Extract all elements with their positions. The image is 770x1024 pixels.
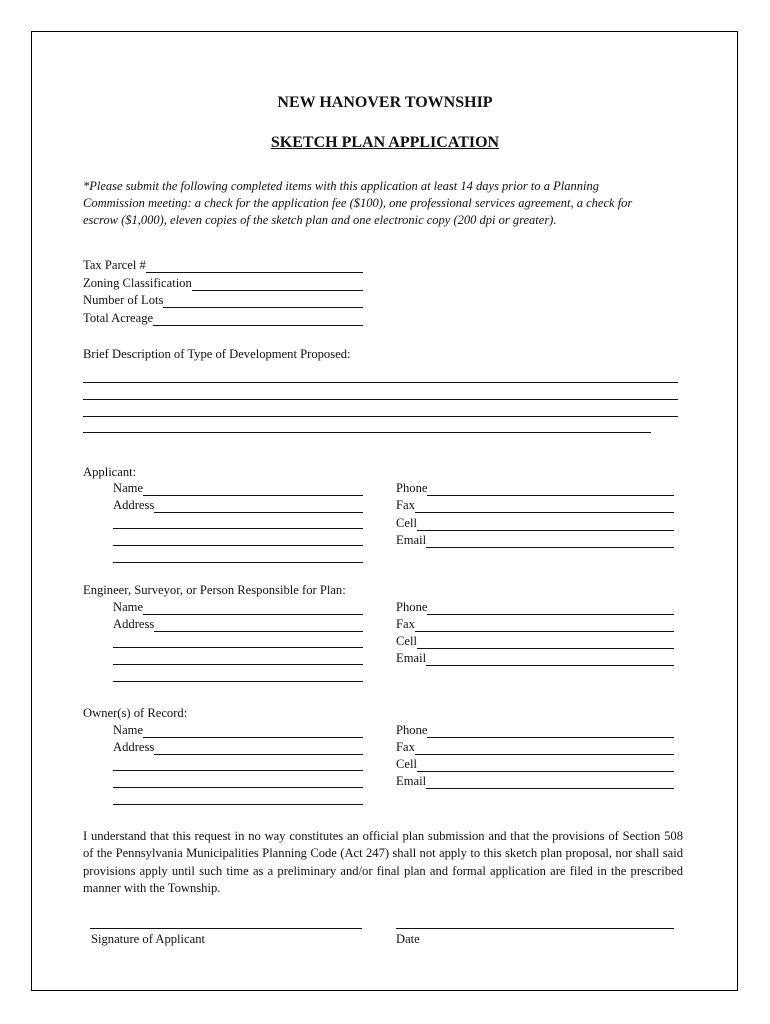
signature-label: Signature of Applicant [91, 932, 206, 946]
applicant-address-line-4[interactable] [113, 562, 363, 563]
owner-email-line[interactable] [426, 775, 674, 789]
owner-phone-label: Phone [396, 723, 428, 737]
engineer-email-field[interactable] [396, 651, 674, 666]
engineer-fax-label: Fax [396, 617, 415, 631]
owner-email-field[interactable] [396, 774, 674, 789]
applicant-email-line[interactable] [426, 534, 674, 548]
date-line[interactable] [396, 928, 674, 929]
applicant-address-field[interactable] [113, 498, 363, 513]
engineer-phone-field[interactable] [396, 600, 674, 615]
engineer-address-label: Address [113, 617, 155, 631]
engineer-heading: Engineer, Surveyor, or Person Responsible for Plan: [83, 583, 346, 597]
engineer-address-line[interactable] [154, 618, 363, 632]
owner-heading: Owner(s) of Record: [83, 706, 188, 720]
owner-name-field[interactable] [113, 723, 363, 738]
owner-address-line-2[interactable] [113, 770, 363, 771]
instructions-note: *Please submit the following completed items with this application at least 14 days prior to a Planning Commission meeting: a check for the application fee ($100), one professional services agreement, a check for escrow ($1,000), eleven copies of the sketch plan and one electronic copy (200 dpi or greater). [83, 179, 633, 228]
engineer-name-label: Name [113, 600, 144, 614]
applicant-fax-line[interactable] [415, 499, 674, 513]
lots-field[interactable] [83, 293, 363, 308]
date-label: Date [396, 932, 420, 946]
owner-fax-line[interactable] [415, 741, 674, 755]
owner-name-line[interactable] [143, 724, 363, 738]
owner-fax-field[interactable] [396, 740, 674, 755]
zoning-line[interactable] [192, 277, 363, 291]
tax-parcel-field[interactable] [83, 258, 363, 273]
form-title: SKETCH PLAN APPLICATION [270, 134, 500, 151]
acreage-line[interactable] [153, 312, 363, 326]
description-line-4[interactable] [83, 432, 651, 433]
tax-parcel-line[interactable] [146, 259, 363, 273]
owner-cell-label: Cell [396, 757, 417, 771]
tax-parcel-label: Tax Parcel # [83, 258, 146, 272]
engineer-phone-line[interactable] [427, 601, 674, 615]
engineer-name-line[interactable] [143, 601, 363, 615]
engineer-address-field[interactable] [113, 617, 363, 632]
applicant-phone-field[interactable] [396, 481, 674, 496]
engineer-address-line-4[interactable] [113, 681, 363, 682]
applicant-fax-field[interactable] [396, 498, 674, 513]
engineer-cell-label: Cell [396, 634, 417, 648]
engineer-address-line-3[interactable] [113, 664, 363, 665]
applicant-name-field[interactable] [113, 481, 363, 496]
owner-name-label: Name [113, 723, 144, 737]
applicant-address-line-3[interactable] [113, 545, 363, 546]
zoning-field[interactable] [83, 276, 363, 291]
owner-address-line-3[interactable] [113, 787, 363, 788]
acreage-field[interactable] [83, 311, 363, 326]
applicant-cell-label: Cell [396, 516, 417, 530]
engineer-address-line-2[interactable] [113, 647, 363, 648]
owner-cell-field[interactable] [396, 757, 674, 772]
owner-email-label: Email [396, 774, 427, 788]
lots-label: Number of Lots [83, 293, 164, 307]
applicant-phone-label: Phone [396, 481, 428, 495]
description-line-2[interactable] [83, 399, 678, 400]
owner-phone-field[interactable] [396, 723, 674, 738]
engineer-phone-label: Phone [396, 600, 428, 614]
applicant-address-line[interactable] [154, 499, 363, 513]
description-line-1[interactable] [83, 382, 678, 383]
owner-address-line-4[interactable] [113, 804, 363, 805]
applicant-address-line-2[interactable] [113, 528, 363, 529]
description-label: Brief Description of Type of Development Proposed: [83, 347, 351, 361]
owner-address-line[interactable] [154, 741, 363, 755]
applicant-address-label: Address [113, 498, 155, 512]
engineer-cell-line[interactable] [417, 635, 674, 649]
owner-phone-line[interactable] [427, 724, 674, 738]
engineer-fax-field[interactable] [396, 617, 674, 632]
owner-cell-line[interactable] [417, 758, 674, 772]
applicant-cell-field[interactable] [396, 516, 674, 531]
zoning-label: Zoning Classification [83, 276, 192, 290]
owner-address-label: Address [113, 740, 155, 754]
applicant-fax-label: Fax [396, 498, 415, 512]
engineer-email-label: Email [396, 651, 427, 665]
applicant-cell-line[interactable] [417, 517, 674, 531]
description-line-3[interactable] [83, 416, 678, 417]
applicant-email-label: Email [396, 533, 427, 547]
engineer-fax-line[interactable] [415, 618, 674, 632]
applicant-phone-line[interactable] [427, 482, 674, 496]
applicant-email-field[interactable] [396, 533, 674, 548]
applicant-heading: Applicant: [83, 465, 137, 479]
engineer-email-line[interactable] [426, 652, 674, 666]
acreage-label: Total Acreage [83, 311, 154, 325]
acknowledgement-paragraph: I understand that this request in no way constitutes an official plan submission and that the provisions of Section 508 of the Pennsylvania Municipalities Planning Code (Act 247) shall not apply to this sketch plan proposal, nor shall said provisions apply until such time as a preliminary and/or final plan and formal application are filed in the prescribed manner with the Township. [83, 829, 683, 895]
owner-address-field[interactable] [113, 740, 363, 755]
lots-line[interactable] [163, 294, 363, 308]
applicant-name-label: Name [113, 481, 144, 495]
owner-fax-label: Fax [396, 740, 415, 754]
engineer-name-field[interactable] [113, 600, 363, 615]
applicant-name-line[interactable] [143, 482, 363, 496]
engineer-cell-field[interactable] [396, 634, 674, 649]
township-title: NEW HANOVER TOWNSHIP [277, 94, 493, 111]
signature-line[interactable] [90, 928, 362, 929]
